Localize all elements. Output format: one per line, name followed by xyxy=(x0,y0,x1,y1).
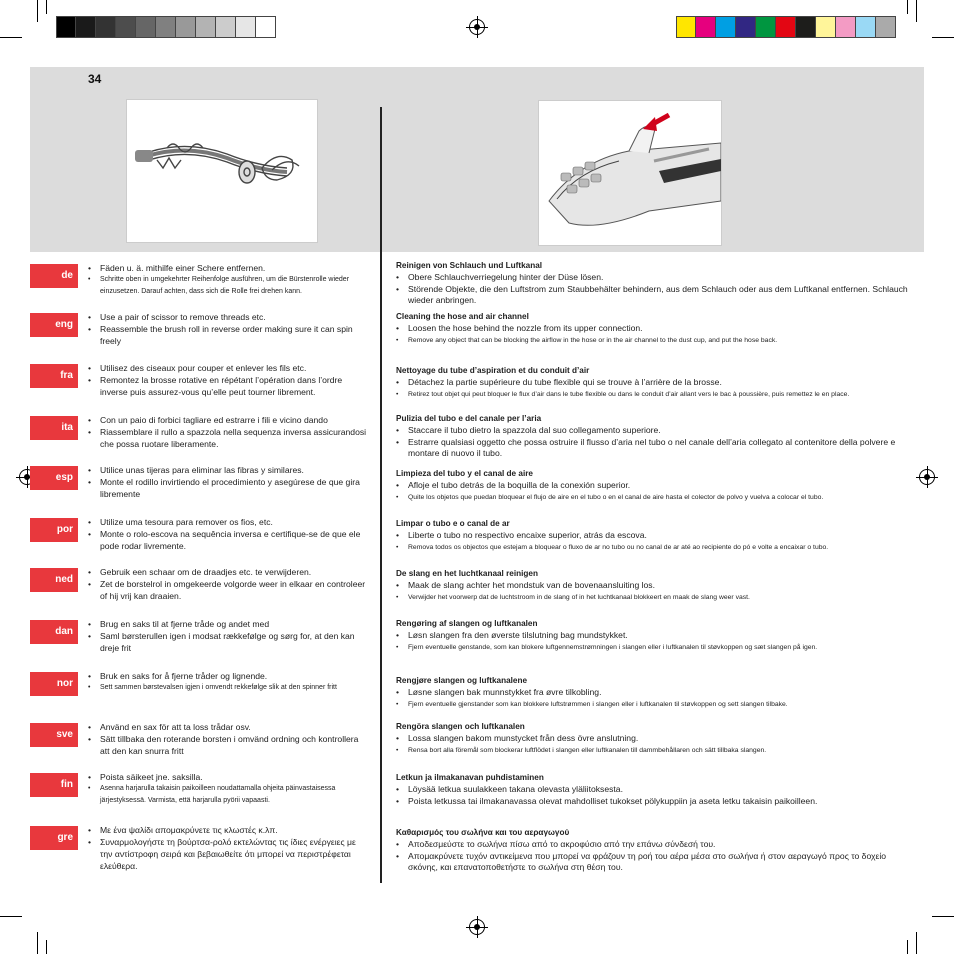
bullet-list xyxy=(88,771,368,807)
crop-mark xyxy=(932,916,954,917)
bullet-item: • Remontez la brosse rotative en répétant l’opération dans l’ordre inverse puis assurez-vous qu’elle peut tourner librement. xyxy=(88,374,368,398)
bullet-list xyxy=(396,580,916,603)
crop-mark xyxy=(916,932,917,954)
gray-swatch xyxy=(56,16,76,38)
bullet-item: • Rensa bort alla föremål som blockerar luftflödet i slangen eller luftkanalen till dammbehållaren och sätt tillbaka slangen. xyxy=(396,745,916,756)
bullet-list xyxy=(88,262,368,298)
gray-swatch xyxy=(116,16,136,38)
language-tab-dan: dan xyxy=(30,620,78,644)
bullet-item: • Utilice unas tijeras para eliminar las fibras y similares. xyxy=(88,464,368,476)
language-tab-nor: nor xyxy=(30,672,78,696)
color-swatch xyxy=(676,16,696,38)
language-tab-ita: ita xyxy=(30,416,78,440)
bullet-item: • Verwijder het voorwerp dat de luchtstroom in de slang of in het luchtkanaal blokkeert en maak de slang weer vast. xyxy=(396,592,916,603)
color-swatch xyxy=(736,16,756,38)
bullet-list xyxy=(396,530,916,553)
bullet-item: • Remove any object that can be blocking the airflow in the hose or in the air channel to the dust cup, and put the hose back. xyxy=(396,335,916,346)
language-tab-fin: fin xyxy=(30,773,78,797)
bullet-list xyxy=(88,824,368,872)
bullet-item: • Utilize uma tesoura para remover os fios, etc. xyxy=(88,516,368,528)
bullet-item: • Fjern eventuelle genstande, som kan blokere luftgennemstrømningen i slangen eller i luftkanalen til støvkoppen og sæt slangen på igen. xyxy=(396,642,916,653)
section-heading: Reinigen von Schlauch und Luftkanal xyxy=(396,261,543,270)
bullet-item: • Utilisez des ciseaux pour couper et enlever les fils etc. xyxy=(88,362,368,374)
color-swatch xyxy=(816,16,836,38)
cleaning-section xyxy=(396,721,916,756)
gray-swatch xyxy=(176,16,196,38)
section-heading: Nettoyage du tube d’aspiration et du conduit d’air xyxy=(396,366,590,375)
cleaning-section xyxy=(396,365,916,400)
bullet-item: • Riassemblare il rullo a spazzola nella sequenza inversa assicurandosi che possa ruotare liberamente. xyxy=(88,426,368,450)
color-swatch xyxy=(796,16,816,38)
cleaning-section xyxy=(396,827,916,874)
gray-swatch xyxy=(256,16,276,38)
gray-swatch xyxy=(76,16,96,38)
bullet-list xyxy=(88,362,368,398)
bullet-list xyxy=(396,630,916,653)
bullet-list xyxy=(396,839,916,874)
cleaning-section xyxy=(396,413,916,460)
crop-mark xyxy=(907,940,908,954)
bullet-item: • Använd en sax för att ta loss trådar osv. xyxy=(88,721,368,733)
bullet-list xyxy=(88,618,368,654)
bullet-item: • Obere Schlauchverriegelung hinter der Düse lösen. xyxy=(396,272,916,284)
crop-mark xyxy=(907,0,908,14)
crop-mark xyxy=(37,0,38,22)
bullet-list xyxy=(88,721,368,757)
bullet-list xyxy=(88,311,368,347)
gray-swatch xyxy=(136,16,156,38)
cleaning-section xyxy=(396,468,916,503)
section-heading: Limpar o tubo e o canal de ar xyxy=(396,519,510,528)
instruction-block-esp xyxy=(88,464,368,500)
bullet-item: • Poista säikeet jne. saksilla. xyxy=(88,771,368,783)
bullet-list xyxy=(88,414,368,450)
page-number: 34 xyxy=(88,72,102,86)
grayscale-color-bar xyxy=(56,16,276,38)
brush-roll-illustration xyxy=(126,99,318,243)
instruction-block-nor xyxy=(88,670,368,694)
bullet-item: • Loosen the hose behind the nozzle from its upper connection. xyxy=(396,323,916,335)
language-tab-gre: gre xyxy=(30,826,78,850)
section-heading: Letkun ja ilmakanavan puhdistaminen xyxy=(396,773,544,782)
bullet-item: • Afloje el tubo detrás de la boquilla de la conexión superior. xyxy=(396,480,916,492)
section-heading: De slang en het luchtkanaal reinigen xyxy=(396,569,538,578)
bullet-item: • Con un paio di forbici tagliare ed estrarre i fili e vicino dando xyxy=(88,414,368,426)
gray-swatch xyxy=(156,16,176,38)
section-heading: Rengöra slangen och luftkanalen xyxy=(396,722,525,731)
crop-mark xyxy=(46,0,47,14)
registration-mark-icon xyxy=(469,919,485,935)
section-heading: Rengøring af slangen og luftkanalen xyxy=(396,619,538,628)
bullet-list xyxy=(396,480,916,503)
bullet-list xyxy=(88,670,368,694)
cleaning-section xyxy=(396,675,916,710)
bullet-item: • Brug en saks til at fjerne tråde og andet med xyxy=(88,618,368,630)
bullet-list xyxy=(88,464,368,500)
instruction-block-fra xyxy=(88,362,368,398)
bullet-item: • Αποδεσμεύστε το σωλήνα πίσω από το ακροφύσιο από την επάνω σύνδεσή του. xyxy=(396,839,916,851)
language-tab-sve: sve xyxy=(30,723,78,747)
instruction-block-ned xyxy=(88,566,368,602)
color-swatch xyxy=(716,16,736,38)
bullet-item: • Maak de slang achter het mondstuk van de bovenaansluiting los. xyxy=(396,580,916,592)
bullet-item: • Bruk en saks for å fjerne tråder og lignende. xyxy=(88,670,368,682)
section-heading: Limpieza del tubo y el canal de aire xyxy=(396,469,533,478)
bullet-item: • Störende Objekte, die den Luftstrom zum Staubbehälter behindern, aus dem Schlauch oder aus dem Luftkanal entfernen. Schlauch wieder anbringen. xyxy=(396,284,916,307)
section-heading: Pulizia del tubo e del canale per l’aria xyxy=(396,414,542,423)
instruction-block-dan xyxy=(88,618,368,654)
cleaning-section xyxy=(396,260,916,307)
language-tab-eng: eng xyxy=(30,313,78,337)
cleaning-section xyxy=(396,518,916,553)
instruction-block-fin xyxy=(88,771,368,807)
bullet-item: • Gebruik een schaar om de draadjes etc. te verwijderen. xyxy=(88,566,368,578)
instruction-block-eng xyxy=(88,311,368,347)
section-heading: Καθαρισμός του σωλήνα και του αεραγωγού xyxy=(396,828,570,837)
bullet-item: • Απομακρύνετε τυχόν αντικείμενα που μπορεί να φράζουν τη ροή του αέρα μέσα στο σωλήνα ή στον αεραγωγό προς το δοχείο σκόνης, και επανατοποθετήστε το σωλήνα στη θέση του. xyxy=(396,851,916,874)
column-divider xyxy=(380,107,382,883)
color-swatch xyxy=(856,16,876,38)
instruction-block-de xyxy=(88,262,368,298)
bullet-list xyxy=(396,733,916,756)
instruction-block-por xyxy=(88,516,368,552)
bullet-list xyxy=(396,687,916,710)
color-swatch xyxy=(876,16,896,38)
bullet-list xyxy=(88,566,368,602)
bullet-item: • Με ένα ψαλίδι απομακρύνετε τις κλωστές κ.λπ. xyxy=(88,824,368,836)
bullet-list xyxy=(396,323,916,346)
gray-swatch xyxy=(216,16,236,38)
gray-swatch xyxy=(196,16,216,38)
bullet-item: • Sätt tillbaka den roterande borsten i omvänd ordning och kontrollera att den kan snurra fritt xyxy=(88,733,368,757)
instruction-block-ita xyxy=(88,414,368,450)
crop-mark xyxy=(0,916,22,917)
section-heading: Cleaning the hose and air channel xyxy=(396,312,529,321)
bullet-item: • Løsne slangen bak munnstykket fra øvre tilkobling. xyxy=(396,687,916,699)
bullet-item: • Poista letkussa tai ilmakanavassa olevat mahdolliset tukokset pölykuppiin ja aseta letku takaisin paikoilleen. xyxy=(396,796,916,808)
bullet-item: • Détachez la partie supérieure du tube flexible qui se trouve à l’arrière de la brosse. xyxy=(396,377,916,389)
bullet-item: • Saml børsterullen igen i modsat rækkefølge og sørg for, at den kan dreje frit xyxy=(88,630,368,654)
process-color-bar xyxy=(676,16,896,38)
bullet-item: • Fjern eventuelle gjenstander som kan blokkere luftstrømmen i slangen eller i luftkanalen til støvkoppen og sett slangen tilbake. xyxy=(396,699,916,710)
bullet-item: • Staccare il tubo dietro la spazzola dal suo collegamento superiore. xyxy=(396,425,916,437)
bullet-list xyxy=(396,272,916,307)
bullet-item: • Lossa slangen bakom munstycket från dess övre anslutning. xyxy=(396,733,916,745)
instruction-block-gre xyxy=(88,824,368,872)
bullet-list xyxy=(396,377,916,400)
bullet-item: • Retirez tout objet qui peut bloquer le flux d’air dans le tube flexible ou dans le conduit d’air allant vers le bac à poussière, puis remettez le en place. xyxy=(396,389,916,400)
language-tab-fra: fra xyxy=(30,364,78,388)
bullet-item: • Löysää letkua suulakkeen takana olevasta yläliitoksesta. xyxy=(396,784,916,796)
color-swatch xyxy=(776,16,796,38)
bullet-item: • Quite los objetos que puedan bloquear el flujo de aire en el tubo o en el canal de aire hasta el colector de polvo y vuelva a colocar el tubo. xyxy=(396,492,916,503)
language-tab-esp: esp xyxy=(30,466,78,490)
cleaning-section xyxy=(396,568,916,603)
cleaning-section xyxy=(396,772,916,807)
crop-mark xyxy=(916,0,917,22)
bullet-item: • Liberte o tubo no respectivo encaixe superior, atrás da escova. xyxy=(396,530,916,542)
color-swatch xyxy=(836,16,856,38)
hose-detach-illustration xyxy=(538,100,722,246)
cleaning-section xyxy=(396,311,916,346)
crop-mark xyxy=(932,37,954,38)
language-tab-de: de xyxy=(30,264,78,288)
color-swatch xyxy=(756,16,776,38)
gray-swatch xyxy=(236,16,256,38)
gray-swatch xyxy=(96,16,116,38)
bullet-item: • Use a pair of scissor to remove threads etc. xyxy=(88,311,368,323)
bullet-item: • Fäden u. ä. mithilfe einer Schere entfernen. xyxy=(88,262,368,274)
bullet-item: • Sett sammen børstevalsen igjen i omvendt rekkefølge slik at den spinner fritt xyxy=(88,682,368,694)
bullet-list xyxy=(88,516,368,552)
bullet-item: • Συναρμολογήστε τη βούρτσα-ρολό εκτελώντας τις ίδιες ενέργειες με την αντίστροφη σειρά και βεβαιωθείτε ότι μπορεί να περιστρέφεται ελεύθερα. xyxy=(88,836,368,872)
hose-image xyxy=(539,101,721,245)
crop-mark xyxy=(37,932,38,954)
color-swatch xyxy=(696,16,716,38)
brush-roll-image xyxy=(127,100,317,242)
language-tab-por: por xyxy=(30,518,78,542)
cleaning-section xyxy=(396,618,916,653)
bullet-item: • Schritte oben in umgekehrter Reihenfolge ausführen, um die Bürstenrolle wieder einzusetzen. Darauf achten, dass sich die Rolle frei drehen kann. xyxy=(88,274,368,298)
bullet-list xyxy=(396,784,916,807)
registration-mark-icon xyxy=(469,19,485,35)
bullet-item: • Zet de borstelrol in omgekeerde volgorde weer in elkaar en controleer of hij vrij kan draaien. xyxy=(88,578,368,602)
bullet-item: • Løsn slangen fra den øverste tilslutning bag mundstykket. xyxy=(396,630,916,642)
registration-mark-icon xyxy=(919,469,935,485)
bullet-item: • Remova todos os objectos que estejam a bloquear o fluxo de ar no tubo ou no canal de ar até ao recipiente do pó e volte a encaixar o tubo. xyxy=(396,542,916,553)
instruction-block-sve xyxy=(88,721,368,757)
bullet-list xyxy=(396,425,916,460)
section-heading: Rengjøre slangen og luftkanalene xyxy=(396,676,528,685)
language-tab-ned: ned xyxy=(30,568,78,592)
bullet-item: • Monte o rolo-escova na sequência inversa e certifique-se de que ele pode rodar livremente. xyxy=(88,528,368,552)
bullet-item: • Asenna harjarulla takaisin paikoilleen noudattamalla ohjeita päinvastaisessa järjestyksessä. Varmista, että harjarulla pyörii vapaasti. xyxy=(88,783,368,807)
crop-mark xyxy=(0,37,22,38)
bullet-item: • Reassemble the brush roll in reverse order making sure it can spin freely xyxy=(88,323,368,347)
crop-mark xyxy=(46,940,47,954)
bullet-item: • Estrarre qualsiasi oggetto che possa ostruire il flusso d’aria nel tubo o nel canale dell’aria collegato al contenitore della polvere e montare di nuovo il tubo. xyxy=(396,437,916,460)
bullet-item: • Monte el rodillo invirtiendo el procedimiento y asegúrese de que gira libremente xyxy=(88,476,368,500)
